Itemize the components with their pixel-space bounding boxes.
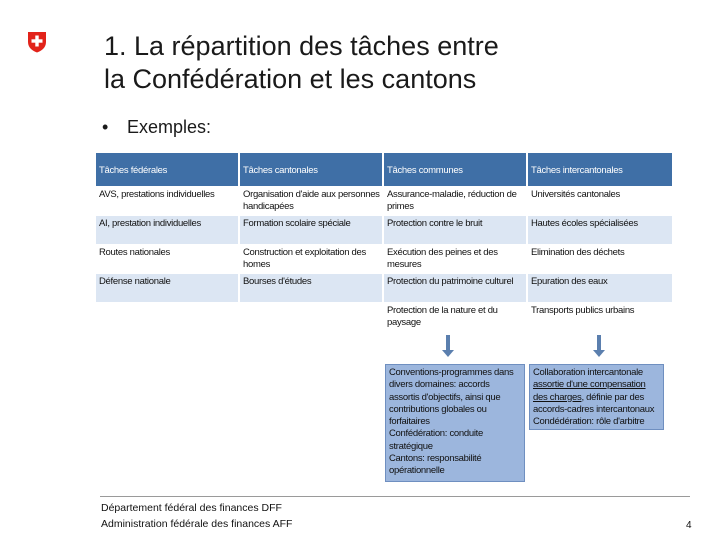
column-header: Tâches communes: [384, 153, 526, 186]
box-line-rest: , définie par des: [581, 391, 644, 403]
table-cell: Organisation d'aide aux personnes handicapées: [240, 186, 382, 215]
footer-administration: Administration fédérale des finances AFF: [101, 518, 293, 530]
box-line: Condédération: rôle d'arbitre: [533, 416, 645, 428]
intercantonal-collaboration-box: [529, 364, 664, 430]
box-line: Collaboration intercantonale: [533, 367, 643, 378]
table-cell: Protection de la nature et du paysage: [384, 302, 526, 331]
box-line: stratégique: [389, 440, 433, 452]
page-title: [104, 30, 704, 96]
swiss-cross-logo: [27, 31, 47, 53]
column-intercantonal-tasks: [528, 153, 672, 331]
footer-department: Département fédéral des finances DFF: [101, 502, 282, 514]
box-line: accords-cadres intercantonaux: [533, 403, 655, 415]
table-cell: Construction et exploitation des homes: [240, 244, 382, 273]
box-line: divers domaines: accords: [389, 379, 490, 391]
table-cell: Assurance-maladie, réduction de primes: [384, 186, 526, 215]
page-number: 4: [686, 520, 692, 531]
table-cell: Routes nationales: [96, 244, 238, 273]
table-cell: Transports publics urbains: [528, 302, 672, 331]
program-agreements-box: [385, 364, 525, 482]
column-header: Tâches cantonales: [240, 153, 382, 186]
box-line: Confédération: conduite: [389, 428, 483, 440]
table-cell: Bourses d'études: [240, 273, 382, 302]
box-line: assortis d'objectifs, ainsi que: [389, 391, 501, 403]
column-cantonal-tasks: [240, 153, 382, 302]
column-header: Tâches intercantonales: [528, 153, 672, 186]
column-federal-tasks: [96, 153, 238, 302]
table-cell: Protection contre le bruit: [384, 215, 526, 244]
table-cell: AVS, prestations individuelles: [96, 186, 238, 215]
box-line: opérationnelle: [389, 465, 445, 477]
table-cell: Protection du patrimoine culturel: [384, 273, 526, 302]
box-line: [533, 392, 660, 404]
table-cell: Défense nationale: [96, 273, 238, 302]
box-line: Conventions-programmes dans: [389, 367, 514, 378]
bullet-text: Exemples:: [127, 117, 212, 137]
box-line-underlined: des charges: [533, 391, 582, 403]
title-line-2: la Confédération et les cantons: [104, 64, 477, 94]
box-line: Cantons: responsabilité: [389, 453, 482, 465]
box-line: forfaitaires: [389, 416, 430, 428]
table-cell: Epuration des eaux: [528, 273, 672, 302]
box-line: contributions globales ou: [389, 403, 487, 415]
table-cell: Formation scolaire spéciale: [240, 215, 382, 244]
box-line: assortie d'une compensation: [533, 379, 646, 391]
bullet-dot: •: [102, 117, 109, 137]
column-header: Tâches fédérales: [96, 153, 238, 186]
column-common-tasks: [384, 153, 526, 331]
table-cell: Universités cantonales: [528, 186, 672, 215]
table-cell: AI, prestation individuelles: [96, 215, 238, 244]
bullet-item: [102, 117, 211, 138]
footer-divider: [100, 496, 690, 497]
down-arrow-icon: [446, 335, 450, 351]
down-arrow-icon: [597, 335, 601, 351]
table-cell: Hautes écoles spécialisées: [528, 215, 672, 244]
title-line-1: 1. La répartition des tâches entre: [104, 31, 499, 61]
table-cell: Exécution des peines et des mesures: [384, 244, 526, 273]
table-cell: Elimination des déchets: [528, 244, 672, 273]
